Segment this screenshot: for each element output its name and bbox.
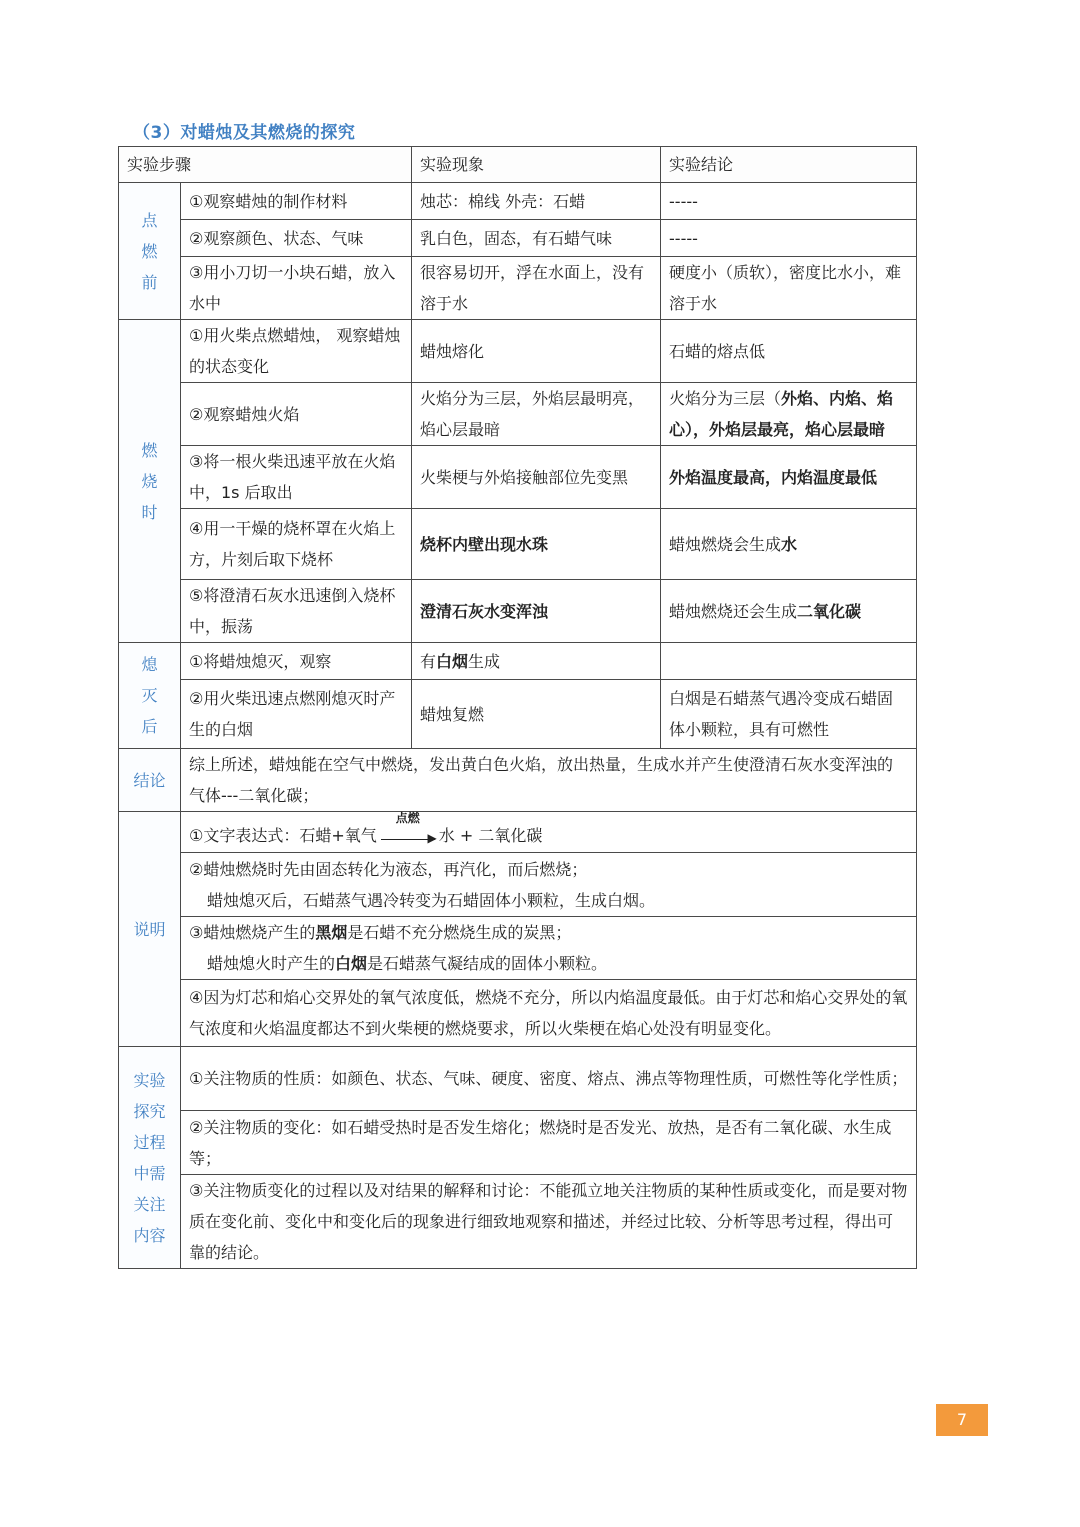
reaction-arrow bbox=[381, 810, 437, 845]
step-cell: ①用火柴点燃蜡烛， 观察蜡烛的状态变化 bbox=[181, 320, 412, 383]
note-bold: 黑烟 bbox=[315, 923, 348, 942]
note-line bbox=[189, 948, 908, 979]
group-label-focus bbox=[119, 1047, 181, 1269]
header-step: 实验步骤 bbox=[119, 147, 412, 183]
conclusion-cell bbox=[661, 580, 917, 643]
focus-item: ①关注物质的性质：如颜色、状态、气味、硬度、密度、熔点、沸点等物理性质，可燃性等化学性质； bbox=[181, 1047, 917, 1111]
reaction-condition: 点燃 bbox=[395, 810, 420, 825]
phenomenon-cell: 火柴梗与外焰接触部位先变黑 bbox=[412, 446, 661, 509]
step-cell: ③将一根火柴迅速平放在火焰中，1s 后取出 bbox=[181, 446, 412, 509]
table-row bbox=[119, 853, 917, 917]
formula-prefix: ①文字表达式： bbox=[189, 825, 300, 845]
group-label-text: 说明 bbox=[133, 919, 166, 939]
section-heading: （3）对蜡烛及其燃烧的探究 bbox=[133, 123, 356, 143]
group-label-burning bbox=[119, 320, 181, 643]
note-text: ③蜡烛燃烧产生的 bbox=[189, 923, 316, 942]
focus-item: ③关注物质变化的过程以及对结果的解释和讨论：不能孤立地关注物质的某种性质或变化，而是要对物质在变化前、变化中和变化后的现象进行细致地观察和描述，并经过比较、分析等思考过程，得出可靠的结论。 bbox=[181, 1175, 917, 1269]
conclusion-cell: 石蜡的熔点低 bbox=[661, 320, 917, 383]
page-number: 7 bbox=[936, 1404, 988, 1436]
phenomenon-cell: 蜡烛复燃 bbox=[412, 680, 661, 749]
note-text: 蜡烛熄火时产生的 bbox=[207, 954, 336, 973]
conclusion-bold: 外焰、内焰、焰心），外焰层最亮，焰心层最暗 bbox=[669, 389, 894, 439]
group-label-conclusion bbox=[119, 749, 181, 812]
phenomenon-bold: 白烟 bbox=[436, 651, 469, 671]
note-text: 是石蜡不充分燃烧生成的炭黑； bbox=[347, 923, 572, 942]
conclusion-cell bbox=[661, 383, 917, 446]
phenomenon-cell: 乳白色，固态，有石蜡气味 bbox=[412, 220, 661, 257]
group-label-notes bbox=[119, 812, 181, 1047]
conclusion-text: 蜡烛燃烧会生成 bbox=[669, 534, 782, 554]
table-row bbox=[119, 643, 917, 680]
conclusion-cell bbox=[661, 643, 917, 680]
conclusion-text: 蜡烛燃烧还会生成 bbox=[669, 601, 798, 621]
table-row bbox=[119, 220, 917, 257]
table-row bbox=[119, 749, 917, 812]
formula-reactants: 石蜡+氧气 bbox=[299, 825, 377, 845]
arrow-head-icon: ▶ bbox=[427, 830, 437, 845]
phenomenon-text: 生成 bbox=[468, 651, 501, 671]
note-line bbox=[189, 917, 908, 948]
note-3 bbox=[181, 917, 917, 980]
note-2 bbox=[181, 853, 917, 917]
step-cell: ①观察蜡烛的制作材料 bbox=[181, 183, 412, 220]
conclusion-cell: 白烟是石蜡蒸气遇冷变成石蜡固体小颗粒，具有可燃性 bbox=[661, 680, 917, 749]
table-row bbox=[119, 812, 917, 853]
group-label-after bbox=[119, 643, 181, 749]
note-line: 蜡烛熄灭后，石蜡蒸气遇冷转变为石蜡固体小颗粒，生成白烟。 bbox=[207, 890, 656, 910]
conclusion-bold: 二氧化碳 bbox=[797, 601, 862, 621]
note-bold: 白烟 bbox=[335, 954, 368, 973]
group-label-text: 结论 bbox=[133, 770, 166, 790]
table-row bbox=[119, 580, 917, 643]
conclusion-cell: 外焰温度最高，内焰温度最低 bbox=[661, 446, 917, 509]
step-cell: ⑤将澄清石灰水迅速倒入烧杯中，振荡 bbox=[181, 580, 412, 643]
header-phenomenon: 实验现象 bbox=[412, 147, 661, 183]
conclusion-cell: ----- bbox=[661, 220, 917, 257]
conclusion-cell bbox=[661, 509, 917, 580]
table-row bbox=[119, 1175, 917, 1269]
step-cell: ②观察蜡烛火焰 bbox=[181, 383, 412, 446]
formula-products: 水 + 二氧化碳 bbox=[438, 825, 543, 845]
phenomenon-cell: 火焰分为三层，外焰层最明亮，焰心层最暗 bbox=[412, 383, 661, 446]
table-row bbox=[119, 1111, 917, 1175]
header-conclusion: 实验结论 bbox=[661, 147, 917, 183]
table-row bbox=[119, 183, 917, 220]
step-cell: ①将蜡烛熄灭，观察 bbox=[181, 643, 412, 680]
conclusion-summary: 综上所述，蜡烛能在空气中燃烧，发出黄白色火焰，放出热量，生成水并产生使澄清石灰水变浑浊的气体---二氧化碳； bbox=[181, 749, 917, 812]
step-cell: ④用一干燥的烧杯罩在火焰上方，片刻后取下烧杯 bbox=[181, 509, 412, 580]
phenomenon-cell: 很容易切开，浮在水面上，没有溶于水 bbox=[412, 257, 661, 320]
note-formula bbox=[181, 812, 917, 853]
table-row bbox=[119, 509, 917, 580]
table-row bbox=[119, 1047, 917, 1111]
table-header-row bbox=[119, 147, 917, 183]
conclusion-cell: 硬度小（质软），密度比水小，难溶于水 bbox=[661, 257, 917, 320]
table-row bbox=[119, 917, 917, 980]
table-row bbox=[119, 320, 917, 383]
phenomenon-text: 有 bbox=[420, 651, 437, 671]
phenomenon-cell bbox=[412, 643, 661, 680]
table-row bbox=[119, 383, 917, 446]
table-row bbox=[119, 257, 917, 320]
group-label-text: 燃烧时 bbox=[141, 440, 158, 522]
conclusion-cell: ----- bbox=[661, 183, 917, 220]
note-4: ④因为灯芯和焰心交界处的氧气浓度低，燃烧不充分，所以内焰温度最低。由于灯芯和焰心交界处的氧气浓度和火焰温度都达不到火柴梗的燃烧要求，所以火柴梗在焰心处没有明显变化。 bbox=[181, 980, 917, 1047]
step-cell: ②观察颜色、状态、气味 bbox=[181, 220, 412, 257]
experiment-table bbox=[118, 146, 917, 1269]
conclusion-bold: 水 bbox=[781, 534, 798, 554]
group-label-text: 熄灭后 bbox=[141, 655, 158, 736]
group-label-before bbox=[119, 183, 181, 320]
group-label-text: 点燃前 bbox=[141, 210, 158, 292]
phenomenon-cell: 烧杯内壁出现水珠 bbox=[412, 509, 661, 580]
step-cell: ②用火柴迅速点燃刚熄灭时产生的白烟 bbox=[181, 680, 412, 749]
phenomenon-cell: 蜡烛熔化 bbox=[412, 320, 661, 383]
step-cell: ③用小刀切一小块石蜡，放入水中 bbox=[181, 257, 412, 320]
phenomenon-cell: 烛芯：棉线 外壳：石蜡 bbox=[412, 183, 661, 220]
phenomenon-cell: 澄清石灰水变浑浊 bbox=[412, 580, 661, 643]
focus-item: ②关注物质的变化：如石蜡受热时是否发生熔化；燃烧时是否发光、放热，是否有二氧化碳、水生成等； bbox=[181, 1111, 917, 1175]
table-row bbox=[119, 680, 917, 749]
conclusion-text: 火焰分为三层（ bbox=[669, 389, 782, 408]
note-text: 是石蜡蒸气凝结成的固体小颗粒。 bbox=[367, 954, 608, 973]
table-row bbox=[119, 446, 917, 509]
table-row bbox=[119, 980, 917, 1047]
note-line: ②蜡烛燃烧时先由固态转化为液态，再汽化，而后燃烧； bbox=[189, 859, 588, 879]
group-label-text: 实验探究过程中需关注内容 bbox=[133, 1070, 166, 1245]
